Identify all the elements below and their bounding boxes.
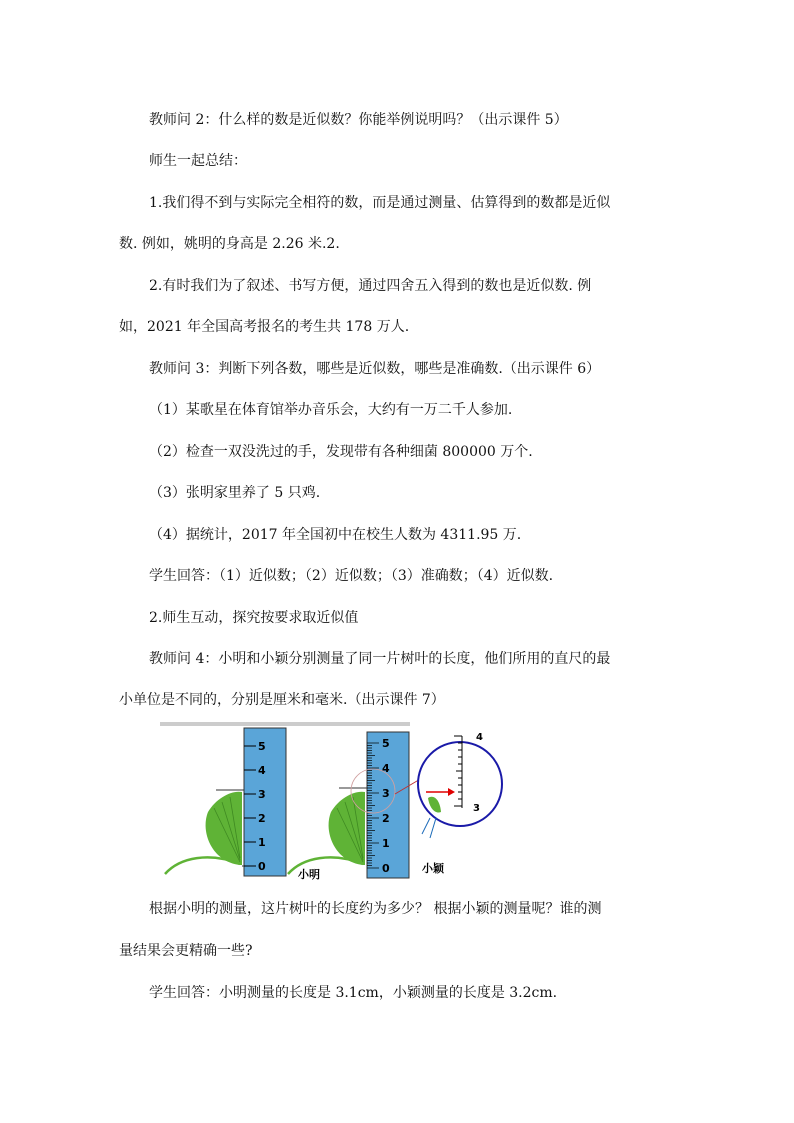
paragraph-point-1-cont: 数. 例如，姚明的身高是 2.26 米.2. <box>119 236 340 252</box>
paragraph-point-2: 2.有时我们为了叙述、书写方便，通过四舍五入得到的数也是近似数. 例 <box>149 278 592 294</box>
list-item-3: （3）张明家里养了 5 只鸡. <box>149 485 321 501</box>
clipped-text-strip <box>160 722 410 726</box>
ruler-tick-label: 4 <box>258 764 266 777</box>
ruler-tick-label: 0 <box>258 860 266 873</box>
ruler-tick-label: 5 <box>382 737 390 750</box>
ruler-tick-label: 2 <box>382 812 390 825</box>
paragraph-question-cont: 量结果会更精确一些? <box>119 943 253 959</box>
ruler-tick-label: 3 <box>382 787 390 800</box>
ruler-tick-label: 2 <box>258 812 266 825</box>
paragraph-summary-intro: 师生一起总结： <box>149 153 247 169</box>
pointer-line <box>422 818 430 834</box>
leaf-icon <box>165 792 242 874</box>
pointer-line <box>430 818 436 838</box>
paragraph-question: 根据小明的测量，这片树叶的长度约为多少？ 根据小颖的测量呢？谁的测 <box>149 901 602 917</box>
ruler-tick-label: 5 <box>258 740 266 753</box>
paragraph-point-1: 1.我们得不到与实际完全相符的数，而是通过测量、估算得到的数都是近似 <box>149 195 611 211</box>
section-heading-2: 2.师生互动，探究按要求取近似值 <box>149 610 359 626</box>
ruler-tick-label: 3 <box>258 788 266 801</box>
ruler-mm <box>367 732 409 878</box>
list-item-2: （2）检查一双没洗过的手，发现带有各种细菌 800000 万个. <box>149 444 533 460</box>
list-item-4: （4）据统计，2017 年全国初中在校生人数为 4311.95 万. <box>149 527 522 543</box>
ruler-tick-label: 1 <box>258 836 266 849</box>
leaf-ruler-figure <box>160 722 520 882</box>
ruler-tick-label: 4 <box>382 762 390 775</box>
label-xiaoying: 小颖 <box>422 862 444 875</box>
ruler-tick-label: 1 <box>382 837 390 850</box>
zoom-label-bottom: 3 <box>473 803 480 814</box>
label-xiaoming: 小明 <box>298 868 320 881</box>
paragraph-teacher-question-3: 教师问 3：判断下列各数，哪些是近似数，哪些是准确数.（出示课件 6） <box>149 361 601 377</box>
ruler-tick-label: 0 <box>382 862 390 875</box>
paragraph-student-answer-1: 学生回答：（1）近似数；（2）近似数；（3）准确数；（4）近似数. <box>149 568 554 584</box>
zoom-circle <box>418 732 502 838</box>
paragraph-point-2-cont: 如，2021 年全国高考报名的考生共 178 万人. <box>119 319 410 335</box>
paragraph-teacher-question-4: 教师问 4：小明和小颖分别测量了同一片树叶的长度，他们所用的直尺的最 <box>149 651 611 667</box>
paragraph-teacher-question-4-cont: 小单位是不同的，分别是厘米和毫米.（出示课件 7） <box>119 692 445 708</box>
paragraph-teacher-question-2: 教师问 2：什么样的数是近似数？你能举例说明吗？（出示课件 5） <box>149 112 568 128</box>
zoom-label-top: 4 <box>476 732 483 743</box>
leaf-icon <box>288 792 365 874</box>
list-item-1: （1）某歌星在体育馆举办音乐会，大约有一万二千人参加. <box>149 402 513 418</box>
ruler-cm <box>244 728 286 876</box>
paragraph-student-answer-2: 学生回答：小明测量的长度是 3.1cm，小颖测量的长度是 3.2cm. <box>149 985 558 1001</box>
